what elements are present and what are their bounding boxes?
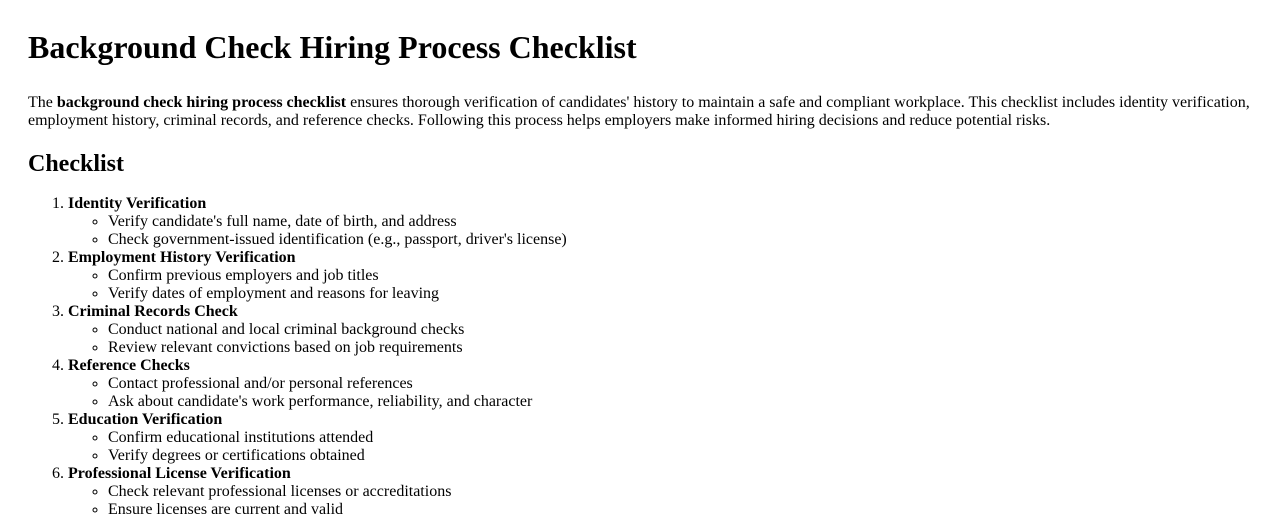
section-heading: Checklist: [28, 151, 124, 177]
checklist-item-references: [68, 357, 1270, 411]
item-title: Education Verification: [68, 411, 223, 428]
intro-suffix: ensures thorough verification of candidates' history to maintain a safe and compliant workplace. This checklist includes identity verification, employment history, criminal records, and reference checks. Following this process helps employers make informed hiring decisions and reduce potential risks.: [28, 94, 1250, 129]
checklist-item-criminal: [68, 303, 1270, 357]
subitem: ◦ Ask about candidate's work performance, reliability, and character: [108, 393, 1270, 411]
subitem-list: [68, 267, 1270, 303]
checklist: [28, 195, 1270, 519]
subitem: ◦ Contact professional and/or personal references: [108, 375, 1270, 393]
subitem: ◦ Verify dates of employment and reasons for leaving: [108, 285, 1270, 303]
item-title: Employment History Verification: [68, 249, 296, 266]
subitem-list: [68, 375, 1270, 411]
checklist-item-employment: [68, 249, 1270, 303]
subitem-list: [68, 321, 1270, 357]
intro-bold-term: background check hiring process checklist: [56, 94, 347, 111]
item-title: Professional License Verification: [68, 465, 291, 482]
checklist-item-license: [68, 465, 1270, 519]
subitem: ◦ Confirm educational institutions attended: [108, 429, 1270, 447]
subitem: ◦ Verify degrees or certifications obtained: [108, 447, 1270, 465]
item-title: Reference Checks: [68, 357, 190, 374]
subitem: ◦ Verify candidate's full name, date of birth, and address: [108, 213, 1270, 231]
page-title: Background Check Hiring Process Checklist: [28, 29, 637, 65]
checklist-item-identity: [68, 195, 1270, 249]
checklist-item-education: [68, 411, 1270, 465]
subitem: ◦ Check relevant professional licenses or accreditations: [108, 483, 1270, 501]
intro-prefix: The: [28, 94, 57, 111]
subitem: ◦ Ensure licenses are current and valid: [108, 501, 1270, 519]
subitem-list: [68, 213, 1270, 249]
subitem-list: [68, 429, 1270, 465]
item-title: Identity Verification: [68, 195, 207, 212]
subitem: ◦ Conduct national and local criminal background checks: [108, 321, 1270, 339]
subitem: ◦ Check government-issued identification (e.g., passport, driver's license): [108, 231, 1270, 249]
subitem: ◦ Review relevant convictions based on job requirements: [108, 339, 1270, 357]
item-title: Criminal Records Check: [68, 303, 238, 320]
intro-paragraph: [28, 94, 1268, 130]
subitem-list: [68, 483, 1270, 519]
subitem: ◦ Confirm previous employers and job titles: [108, 267, 1270, 285]
